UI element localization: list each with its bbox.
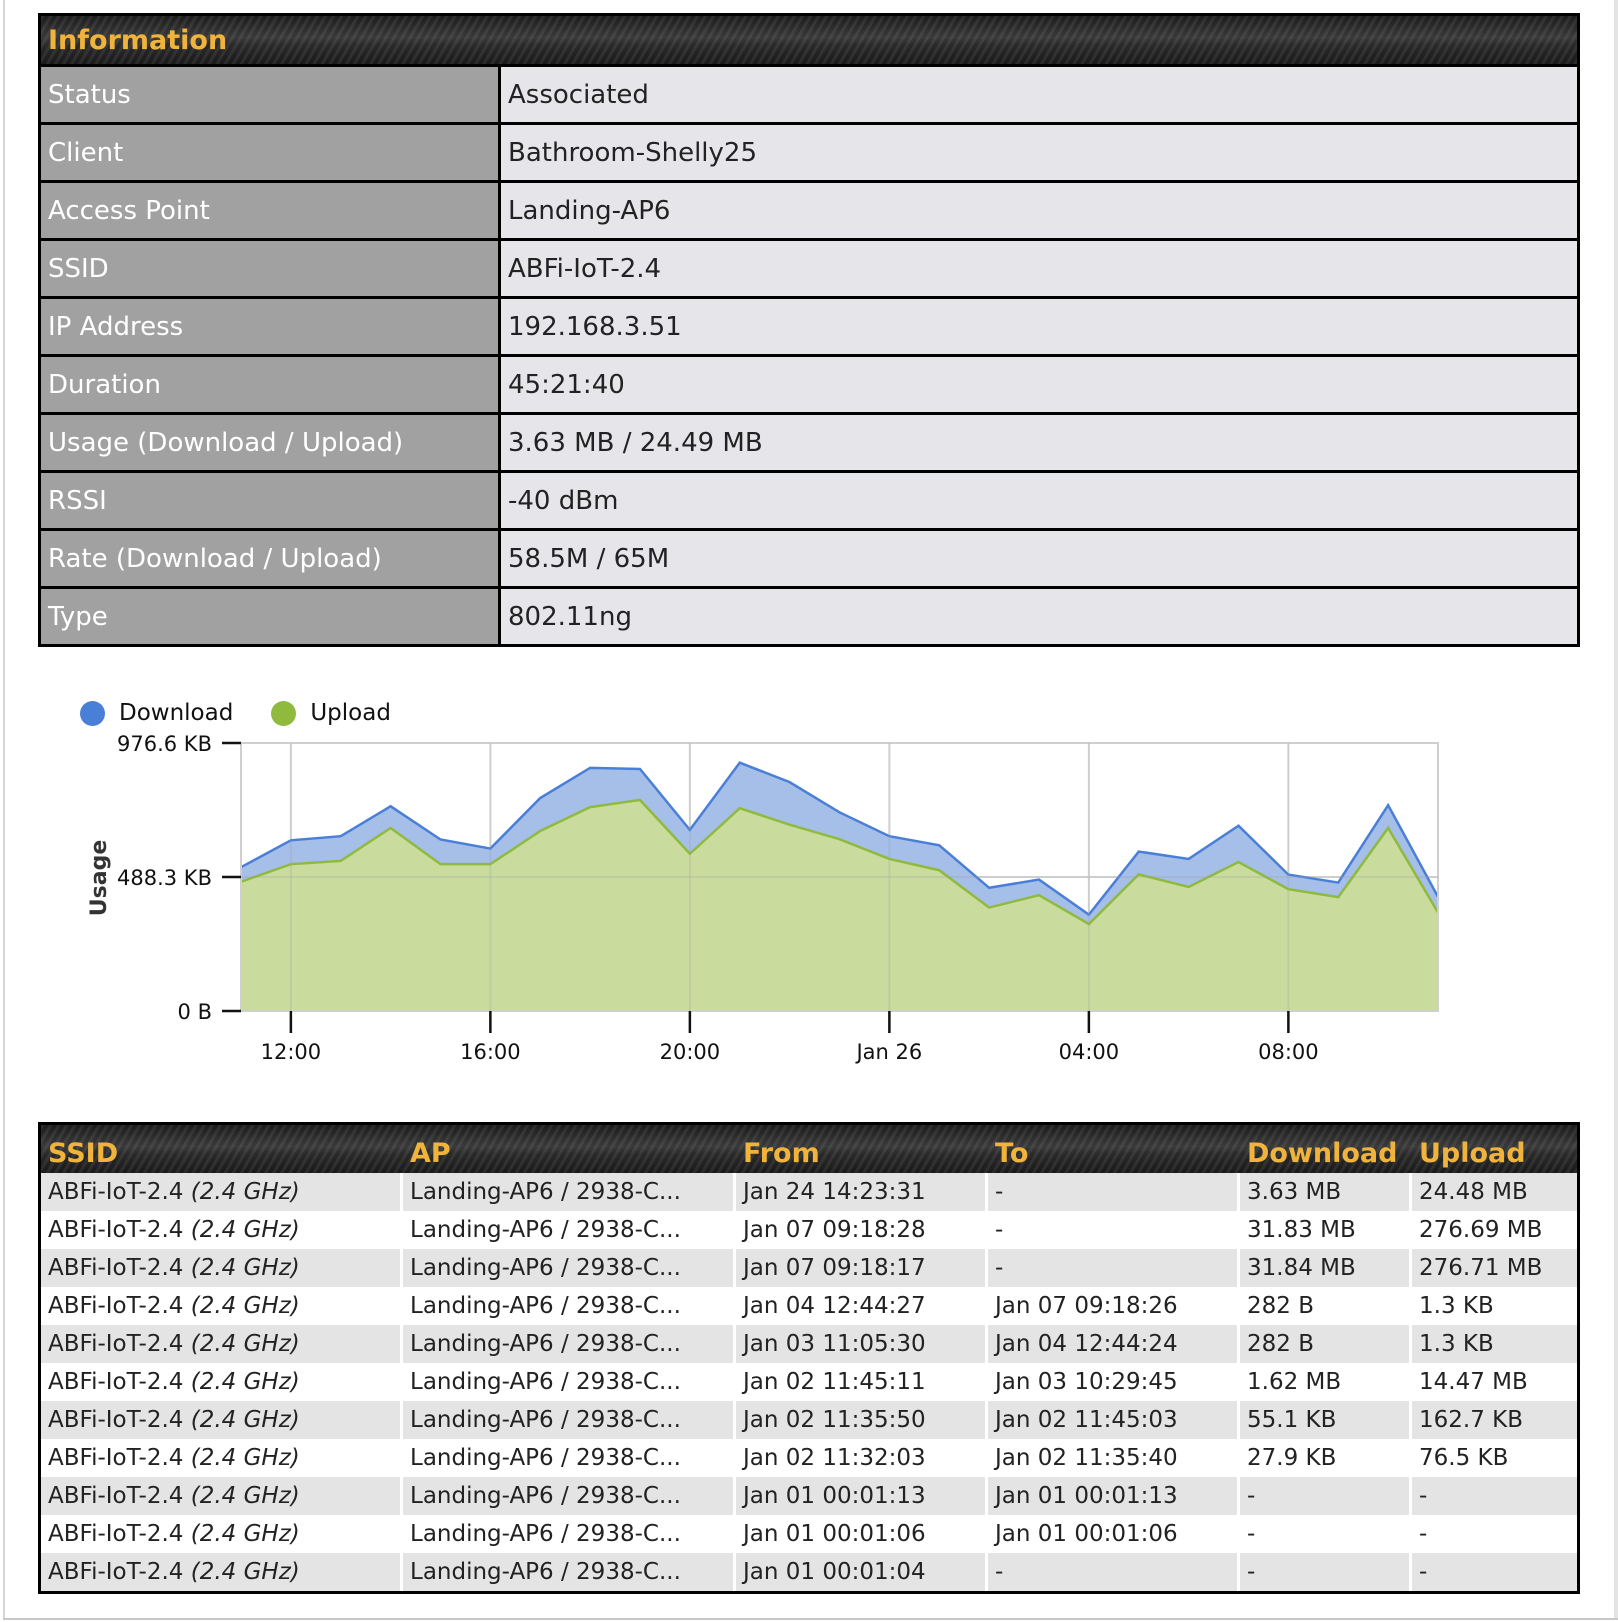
cell-to: Jan 03 10:29:45 (988, 1363, 1240, 1401)
cell-to: Jan 01 00:01:06 (988, 1515, 1240, 1553)
cell-upload: 14.47 MB (1419, 1369, 1528, 1395)
cell-download: 282 B (1240, 1325, 1412, 1363)
cell-download: 3.63 MB (1240, 1173, 1412, 1211)
band-text: (2.4 GHz) (190, 1293, 300, 1319)
x-tick-label: 04:00 (1058, 1040, 1120, 1064)
cell-from: Jan 02 11:45:11 (736, 1363, 988, 1401)
cell-ssid (41, 1553, 403, 1591)
table-row[interactable] (41, 1173, 1577, 1211)
information-header: Information (41, 16, 1577, 67)
info-value: -40 dBm (501, 473, 1577, 528)
ssid-text: ABFi-IoT-2.4 (48, 1559, 184, 1585)
table-row[interactable] (41, 1287, 1577, 1325)
band-text: (2.4 GHz) (190, 1445, 300, 1471)
cell-ap: Landing-AP6 / 2938-C... (403, 1363, 736, 1401)
cell-ssid (41, 1363, 403, 1401)
band-text: (2.4 GHz) (190, 1369, 300, 1395)
ssid-text: ABFi-IoT-2.4 (48, 1369, 184, 1395)
col-ap[interactable]: AP (410, 1138, 451, 1169)
cell-to: - (988, 1553, 1240, 1591)
info-value: Bathroom-Shelly25 (501, 125, 1577, 180)
col-to[interactable]: To (995, 1138, 1029, 1169)
ssid-text: ABFi-IoT-2.4 (48, 1483, 184, 1509)
cell-ap: Landing-AP6 / 2938-C... (403, 1401, 736, 1439)
col-ssid[interactable]: SSID (48, 1138, 119, 1169)
cell-from: Jan 03 11:05:30 (736, 1325, 988, 1363)
x-tick-label: 08:00 (1258, 1040, 1319, 1064)
band-text: (2.4 GHz) (190, 1483, 300, 1509)
cell-ssid (41, 1401, 403, 1439)
cell-ap: Landing-AP6 / 2938-C... (403, 1249, 736, 1287)
col-download[interactable]: Download (1247, 1138, 1398, 1169)
info-value: 45:21:40 (501, 357, 1577, 412)
info-label: RSSI (41, 473, 501, 528)
band-text: (2.4 GHz) (190, 1255, 300, 1281)
cell-ap: Landing-AP6 / 2938-C... (403, 1439, 736, 1477)
cell-download: - (1240, 1515, 1412, 1553)
legend-label-upload: Upload (310, 700, 391, 726)
y-tick-label: 976.6 KB (117, 732, 212, 756)
cell-ap: Landing-AP6 / 2938-C... (403, 1287, 736, 1325)
cell-to: Jan 07 09:18:26 (988, 1287, 1240, 1325)
legend-label-download: Download (119, 700, 234, 726)
cell-ssid (41, 1249, 403, 1287)
cell-from: Jan 24 14:23:31 (736, 1173, 988, 1211)
history-header (41, 1125, 1577, 1173)
info-label: Status (41, 67, 501, 122)
cell-ap: Landing-AP6 / 2938-C... (403, 1515, 736, 1553)
x-tick-label: 12:00 (260, 1040, 322, 1064)
cell-upload: - (1419, 1521, 1428, 1547)
cell-to: - (988, 1173, 1240, 1211)
cell-upload: 162.7 KB (1419, 1407, 1524, 1433)
table-row[interactable] (41, 1553, 1577, 1591)
x-tick-label: 16:00 (460, 1040, 521, 1064)
cell-to: Jan 04 12:44:24 (988, 1325, 1240, 1363)
cell-upload: - (1419, 1559, 1428, 1585)
cell-from: Jan 04 12:44:27 (736, 1287, 988, 1325)
cell-from: Jan 02 11:35:50 (736, 1401, 988, 1439)
cell-to: - (988, 1211, 1240, 1249)
cell-from: Jan 01 00:01:13 (736, 1477, 988, 1515)
ssid-text: ABFi-IoT-2.4 (48, 1445, 184, 1471)
band-text: (2.4 GHz) (190, 1331, 300, 1357)
info-label: IP Address (41, 299, 501, 354)
cell-upload: 1.3 KB (1419, 1331, 1494, 1357)
cell-ssid (41, 1287, 403, 1325)
cell-download: 282 B (1240, 1287, 1412, 1325)
cell-to: - (988, 1249, 1240, 1287)
info-value: Associated (501, 67, 1577, 122)
cell-from: Jan 01 00:01:04 (736, 1553, 988, 1591)
y-axis-label: Usage (87, 839, 112, 917)
band-text: (2.4 GHz) (190, 1559, 300, 1585)
table-row[interactable] (41, 1249, 1577, 1287)
info-label: Rate (Download / Upload) (41, 531, 501, 586)
info-label: Type (41, 589, 501, 644)
ssid-text: ABFi-IoT-2.4 (48, 1521, 184, 1547)
panel-border-bottom (3, 1618, 1618, 1620)
y-tick-label: 0 B (177, 1000, 212, 1024)
band-text: (2.4 GHz) (190, 1521, 300, 1547)
ssid-text: ABFi-IoT-2.4 (48, 1179, 184, 1205)
cell-upload: 276.69 MB (1419, 1217, 1543, 1243)
cell-from: Jan 07 09:18:28 (736, 1211, 988, 1249)
cell-upload: 1.3 KB (1419, 1293, 1494, 1319)
x-tick-label: 20:00 (659, 1040, 721, 1064)
ssid-text: ABFi-IoT-2.4 (48, 1217, 184, 1243)
ssid-text: ABFi-IoT-2.4 (48, 1407, 184, 1433)
cell-to: Jan 02 11:35:40 (988, 1439, 1240, 1477)
cell-download: 31.84 MB (1240, 1249, 1412, 1287)
info-value: Landing-AP6 (501, 183, 1577, 238)
info-label: Access Point (41, 183, 501, 238)
cell-ap: Landing-AP6 / 2938-C... (403, 1173, 736, 1211)
cell-upload: 276.71 MB (1419, 1255, 1543, 1281)
table-row[interactable] (41, 1325, 1577, 1363)
ssid-text: ABFi-IoT-2.4 (48, 1331, 184, 1357)
cell-download: - (1240, 1553, 1412, 1591)
table-row[interactable] (41, 1515, 1577, 1553)
col-from[interactable]: From (743, 1138, 820, 1169)
association-history-table (38, 1122, 1580, 1594)
y-tick-label: 488.3 KB (117, 866, 212, 890)
info-label: SSID (41, 241, 501, 296)
info-value: 58.5M / 65M (501, 531, 1577, 586)
cell-upload: 24.48 MB (1419, 1179, 1528, 1205)
cell-ssid (41, 1477, 403, 1515)
cell-from: Jan 02 11:32:03 (736, 1439, 988, 1477)
cell-ssid (41, 1439, 403, 1477)
ssid-text: ABFi-IoT-2.4 (48, 1293, 184, 1319)
cell-ssid (41, 1211, 403, 1249)
band-text: (2.4 GHz) (190, 1217, 300, 1243)
cell-download: 55.1 KB (1240, 1401, 1412, 1439)
cell-download: 31.83 MB (1240, 1211, 1412, 1249)
cell-to: Jan 02 11:45:03 (988, 1401, 1240, 1439)
band-text: (2.4 GHz) (190, 1407, 300, 1433)
table-row[interactable] (41, 1439, 1577, 1477)
table-row[interactable] (41, 1401, 1577, 1439)
info-label: Client (41, 125, 501, 180)
cell-ap: Landing-AP6 / 2938-C... (403, 1325, 736, 1363)
cell-ssid (41, 1325, 403, 1363)
cell-ap: Landing-AP6 / 2938-C... (403, 1477, 736, 1515)
table-row[interactable] (41, 1477, 1577, 1515)
cell-to: Jan 01 00:01:13 (988, 1477, 1240, 1515)
cell-from: Jan 01 00:01:06 (736, 1515, 988, 1553)
x-tick-label: Jan 26 (856, 1040, 923, 1064)
band-text: (2.4 GHz) (190, 1179, 300, 1205)
ssid-text: ABFi-IoT-2.4 (48, 1255, 184, 1281)
cell-upload: 76.5 KB (1419, 1445, 1509, 1471)
info-value: 3.63 MB / 24.49 MB (501, 415, 1577, 470)
cell-ssid (41, 1173, 403, 1211)
cell-download: 1.62 MB (1240, 1363, 1412, 1401)
cell-upload: - (1419, 1483, 1428, 1509)
cell-ap: Landing-AP6 / 2938-C... (403, 1553, 736, 1591)
cell-download: 27.9 KB (1240, 1439, 1412, 1477)
info-value: 192.168.3.51 (501, 299, 1577, 354)
col-upload[interactable]: Upload (1419, 1138, 1526, 1169)
cell-from: Jan 07 09:18:17 (736, 1249, 988, 1287)
table-row[interactable] (41, 1363, 1577, 1401)
cell-ssid (41, 1515, 403, 1553)
cell-download: - (1240, 1477, 1412, 1515)
info-value: 802.11ng (501, 589, 1577, 644)
table-row[interactable] (41, 1211, 1577, 1249)
info-value: ABFi-IoT-2.4 (501, 241, 1577, 296)
info-label: Usage (Download / Upload) (41, 415, 501, 470)
info-label: Duration (41, 357, 501, 412)
cell-ap: Landing-AP6 / 2938-C... (403, 1211, 736, 1249)
